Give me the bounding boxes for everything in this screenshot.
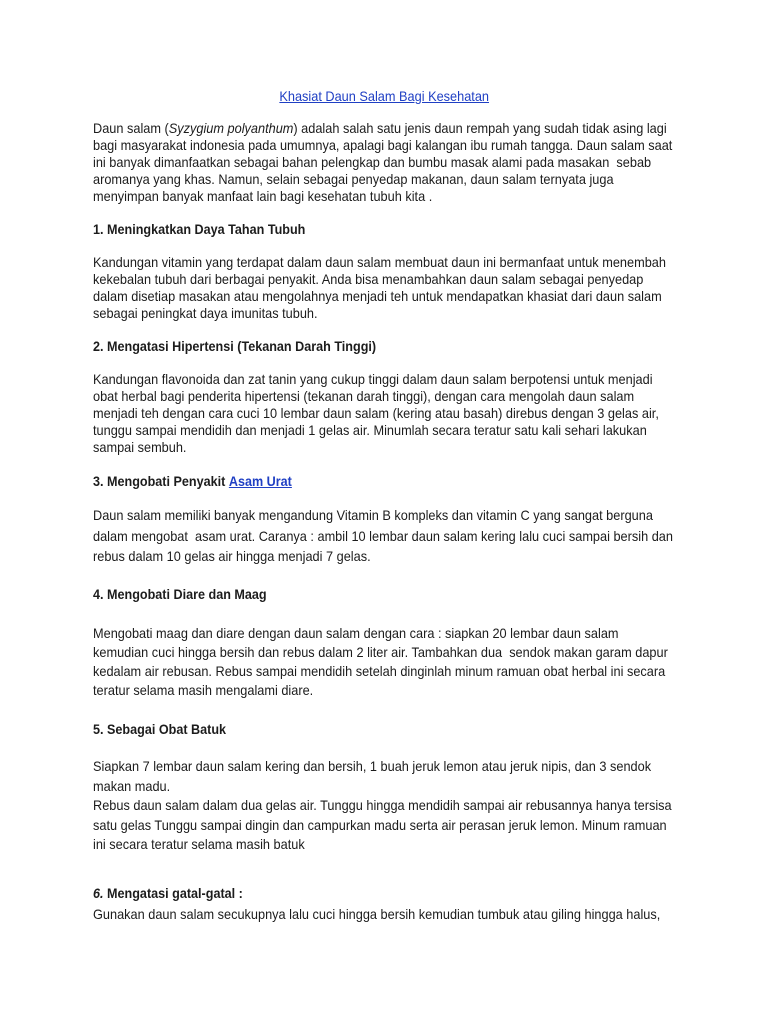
paragraph-line: Daun salam memiliki banyak mengandung Vitamin B kompleks dan vitamin C yang sangat berguna	[93, 507, 653, 523]
paragraph-line	[93, 120, 675, 137]
paragraph-line: rebus dalam 10 gelas air hingga menjadi 7 gelas.	[93, 548, 371, 564]
section-heading-text	[93, 472, 669, 490]
paragraph-line: aromanya yang khas. Namun, selain sebagai penyedap makanan, daun salam ternyata juga	[93, 171, 614, 187]
section-paragraph	[93, 624, 733, 700]
heading-prefix: 3. Mengobati Penyakit	[93, 473, 226, 489]
intro-text: ) adalah salah satu jenis daun rempah yang sudah tidak asing lagi	[293, 120, 667, 136]
paragraph-line: makan madu.	[93, 777, 171, 794]
article-title-link[interactable]: Khasiat Daun Salam Bagi Kesehatan	[279, 88, 489, 104]
heading-number: 6.	[93, 885, 104, 901]
paragraph-line: obat herbal bagi penderita hipertensi (tekanan darah tinggi), dengan cara mengolah daun salam	[93, 388, 635, 404]
paragraph-line: menjadi teh dengan cara cuci 10 lembar daun salam (kering atau basah) direbus dengan 3 gelas air,	[93, 405, 659, 421]
section-paragraph	[93, 254, 733, 322]
asam-urat-link[interactable]: Asam Urat	[228, 473, 292, 489]
section-paragraph	[93, 371, 733, 456]
paragraph-line: ini secara teratur selama masih batuk	[93, 836, 305, 852]
section-heading-text: 1. Meningkatkan Daya Tahan Tubuh	[93, 221, 306, 237]
paragraph-line: dalam mengobat asam urat. Caranya : ambil 10 lembar daun salam kering lalu cuci sampai bersih dan	[93, 527, 673, 544]
section-paragraph	[93, 505, 733, 567]
paragraph-line: kemudian cuci hingga bersih dan rebus dalam 2 liter air. Tambahkan dua sendok makan garam dapur	[93, 644, 668, 660]
paragraph-line: Kandungan flavonoida dan zat tanin yang cukup tinggi dalam daun salam berpotensi untuk menjadi	[93, 371, 653, 387]
section-heading-text: 4. Mengobati Diare dan Maag	[93, 586, 267, 602]
section-heading-text: 5. Sebagai Obat Batuk	[93, 721, 227, 737]
section-paragraph	[93, 757, 733, 855]
section-heading	[93, 220, 733, 238]
scientific-name: Syzygium polyanthum	[168, 120, 294, 136]
section-heading	[93, 585, 733, 603]
section-heading	[93, 337, 733, 355]
paragraph-line: Rebus daun salam dalam dua gelas air. Tunggu hingga mendidih sampai air rebusannya hanya tersisa	[93, 797, 672, 813]
paragraph-line: Kandungan vitamin yang terdapat dalam daun salam membuat daun ini bermanfaat untuk menembah	[93, 254, 666, 270]
section-heading	[93, 720, 733, 738]
paragraph-line: Gunakan daun salam secukupnya lalu cuci hingga bersih kemudian tumbuk atau giling hingga halus,	[93, 906, 661, 922]
paragraph-line: kekebalan tubuh dari berbagai penyakit. Anda bisa menambahkan daun salam sebagai penyedap	[93, 271, 644, 287]
paragraph-line: tunggu sampai mendidih dan menjadi 1 gelas air. Minumlah secara teratur satu kali sehari lakukan	[93, 422, 647, 438]
paragraph-line: sampai sembuh.	[93, 439, 187, 455]
heading-title: Mengatasi gatal-gatal :	[107, 885, 243, 901]
section-heading	[93, 884, 733, 902]
paragraph-line: teratur selama masih mengalami diare.	[93, 682, 314, 698]
paragraph-line: sebagai peningkat daya imunitas tubuh.	[93, 305, 318, 321]
paragraph-line: bagi masyarakat indonesia pada umumnya, apalagi bagi kalangan ibu rumah tangga. Daun salam saat	[93, 137, 673, 153]
intro-paragraph	[93, 120, 733, 205]
paragraph-line: menyimpan banyak manfaat lain bagi kesehatan tubuh kita .	[93, 188, 433, 204]
intro-text: Daun salam (	[93, 120, 169, 136]
section-heading-text	[93, 884, 669, 902]
paragraph-line: ini banyak dimanfaatkan sebagai bahan pelengkap dan bumbu masak alami pada masakan sebab	[93, 154, 652, 170]
paragraph-line: dalam disetiap masakan atau mengolahnya menjadi teh untuk mendapatkan khasiat dari daun salam	[93, 288, 662, 304]
paragraph-line: satu gelas Tunggu sampai dingin dan campurkan madu serta air perasan jeruk lemon. Minum ramuan	[93, 816, 667, 833]
section-heading-text: 2. Mengatasi Hipertensi (Tekanan Darah Tinggi)	[93, 338, 377, 354]
paragraph-line: Mengobati maag dan diare dengan daun salam dengan cara : siapkan 20 lembar daun salam	[93, 625, 619, 641]
paragraph-line: kedalam air rebusan. Rebus sampai mendidih setelah dinginlah minum ramuan obat herbal ini secara	[93, 663, 666, 679]
section-heading	[93, 472, 733, 490]
article-title	[0, 87, 768, 105]
paragraph-line: Siapkan 7 lembar daun salam kering dan bersih, 1 buah jeruk lemon atau jeruk nipis, dan 3 sendok	[93, 758, 652, 774]
section-paragraph	[93, 905, 733, 924]
